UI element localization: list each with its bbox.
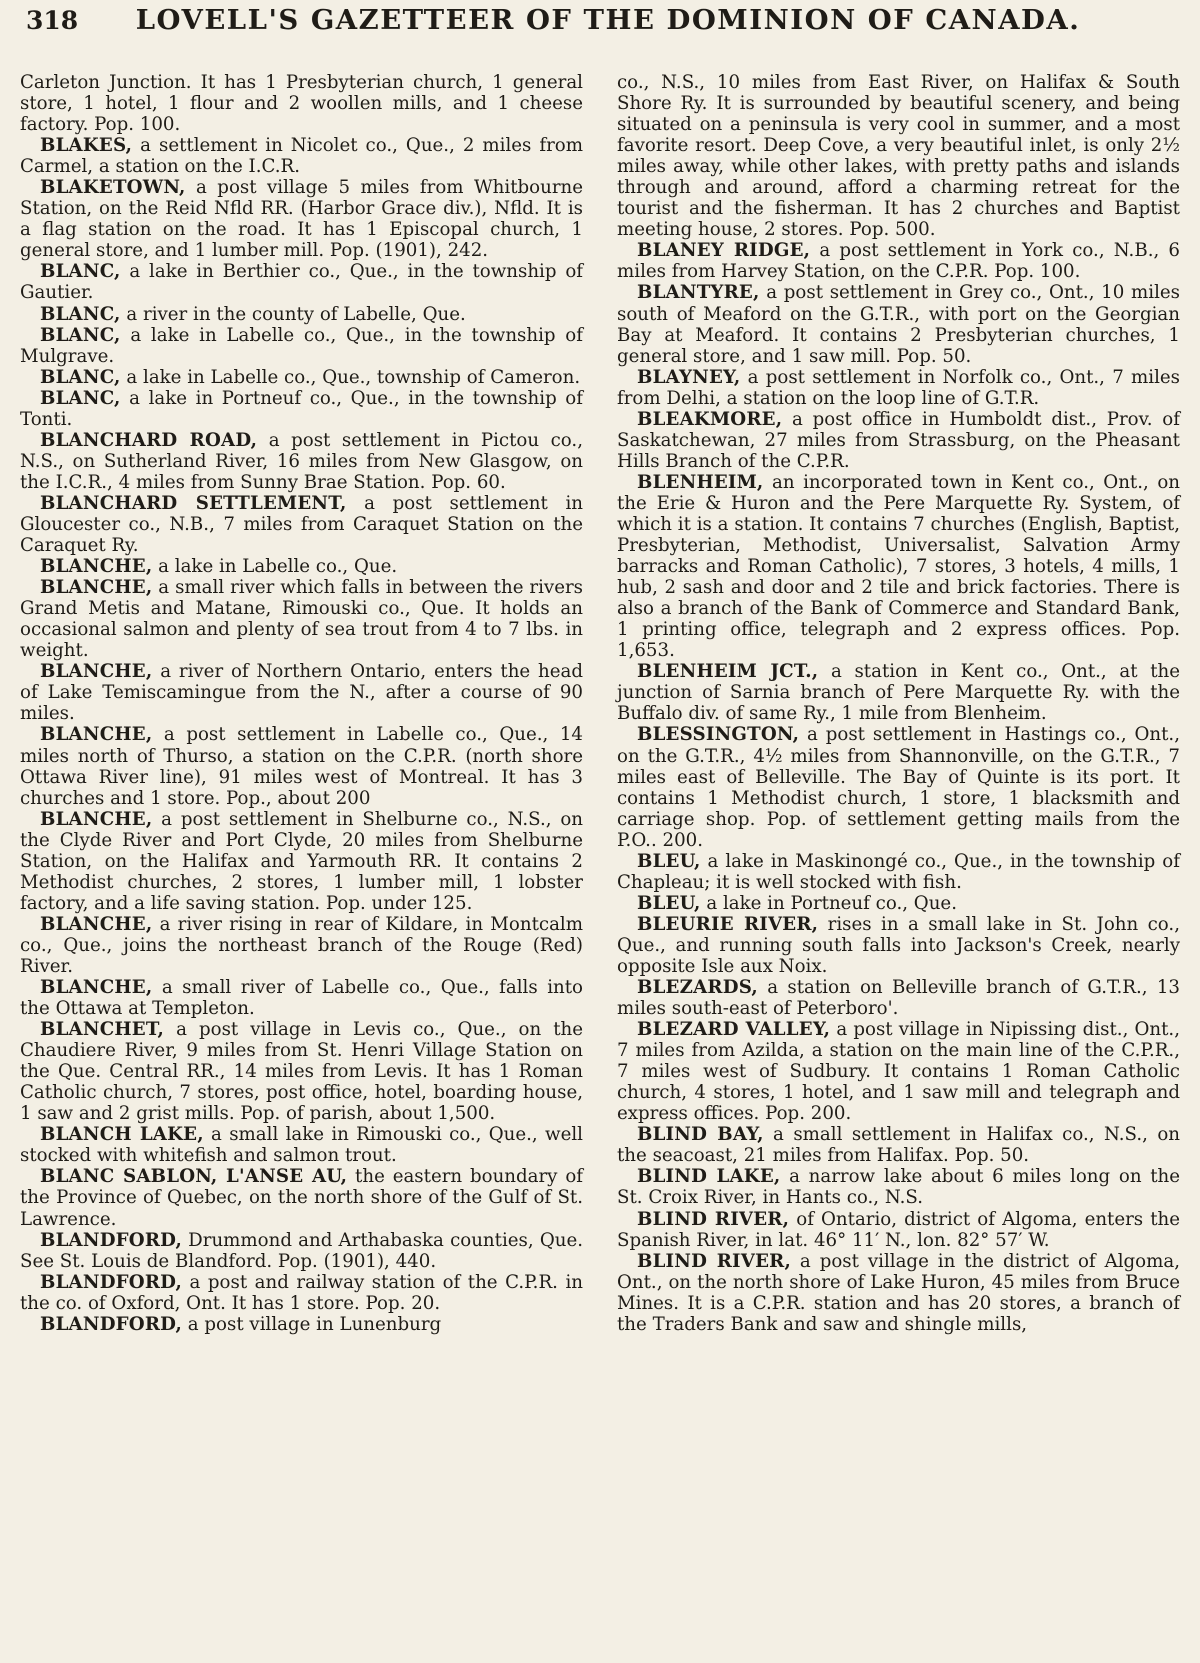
entry-heading: BLANEY RIDGE,	[637, 240, 811, 262]
entry-text: a narrow lake about 6 miles long on the St. Croix River, in Hants co., N.S.	[617, 1166, 1181, 1209]
entry-heading: BLANCHE,	[40, 661, 153, 683]
entry-heading: BLENHEIM,	[637, 471, 764, 493]
entry-heading: BLANCHE,	[40, 977, 153, 999]
entry-text: a post village in Nipissing dist., Ont., 7 miles from Azilda, a station on the main line of the C.P.R., 7 miles west of Sudbury. It contains 1 Roman Catholic church, 4 stores, 1 hotel, and 1 saw mill and telegraph and express offices. Pop. 200.	[617, 1019, 1180, 1125]
gazetteer-entry	[617, 914, 1180, 977]
gazetteer-entry	[20, 661, 583, 724]
gazetteer-entry	[617, 1209, 1180, 1251]
running-title: LOVELL'S GAZETTEER OF THE DOMINION OF CANADA.	[135, 4, 1081, 36]
gazetteer-entry	[20, 177, 583, 261]
gazetteer-entry	[617, 1124, 1180, 1166]
gazetteer-entry	[20, 1272, 583, 1314]
entry-heading: BLANCHE,	[40, 808, 153, 830]
entry-heading: BLANC,	[40, 387, 121, 409]
entry-text: a post village in Levis co., Que., on the Chaudiere River, 9 miles from St. Henri Village Station on the Que. Central RR., 14 miles from Levis. It has 1 Roman Catholic church, 7 stores, post office, hotel, boarding house, 1 saw and 2 grist mills. Pop. of parish, about 1,500.	[20, 1019, 583, 1125]
entry-text: a river of Northern Ontario, enters the head of Lake Temiscamingue from the N., after a course of 90 miles.	[20, 661, 583, 725]
gazetteer-entry	[617, 240, 1180, 282]
running-head	[20, 4, 1182, 56]
entry-text: a station in Kent co., Ont., at the junction of Sarnia branch of Pere Marquette Ry. with the Buffalo div. of same Ry., 1 mile from Blenheim.	[617, 661, 1180, 725]
entry-heading: BLANCHE,	[40, 913, 153, 935]
gazetteer-entry	[20, 577, 583, 661]
entry-heading: BLANDFORD,	[40, 1313, 182, 1335]
entry-heading: BLANC,	[40, 324, 121, 346]
entry-heading: BLESSINGTON,	[637, 724, 800, 746]
entry-text: rises in a small lake in St. John co., Que., and running south falls into Jackson's Creek, nearly opposite Isle aux Noix.	[617, 913, 1180, 977]
gazetteer-entry	[20, 914, 583, 977]
gazetteer-entry	[20, 135, 583, 177]
gazetteer-entry	[617, 1019, 1180, 1124]
gazetteer-entry	[20, 724, 583, 808]
gazetteer-entry	[20, 1314, 583, 1335]
entry-heading: BLANCHE,	[40, 724, 153, 746]
entry-heading: BLANCHARD SETTLEMENT,	[40, 492, 347, 514]
gazetteer-entry	[617, 1251, 1180, 1335]
entry-text: a lake in Labelle co., Que., in the township of Mulgrave.	[20, 324, 583, 367]
entry-text: of Ontario, district of Algoma, enters the Spanish River, in lat. 46° 11′ N., lon. 82° 57′ W.	[617, 1208, 1181, 1251]
gazetteer-entry	[617, 282, 1180, 366]
entry-heading: BLANCHET,	[40, 1019, 165, 1041]
gazetteer-entry	[20, 304, 583, 325]
entry-text: a post settlement in York co., N.B., 6 miles from Harvey Station, on the C.P.R. Pop. 100.	[617, 240, 1180, 283]
entry-text: a post settlement in Shelburne co., N.S., on the Clyde River and Port Clyde, 20 miles from Shelburne Station, on the Halifax and Yarmouth RR. It contains 2 Methodist churches, 2 stores, 1 lumber mill, 1 lobster factory, and a life saving station. Pop. under 125.	[20, 808, 583, 914]
entry-heading: BLENHEIM JCT.,	[637, 661, 819, 683]
gazetteer-entry	[20, 1230, 583, 1272]
gazetteer-entry	[20, 1166, 583, 1229]
gazetteer-entry	[617, 367, 1180, 409]
entry-text: a settlement in Nicolet co., Que., 2 miles from Carmel, a station on the I.C.R.	[20, 135, 583, 178]
entry-heading: BLANC SABLON, L'ANSE AU,	[40, 1166, 348, 1188]
entry-heading: BLANC,	[40, 366, 121, 388]
entry-text: a small settlement in Halifax co., N.S., on the seacoast, 21 miles from Halifax. Pop. 50.	[617, 1124, 1180, 1167]
gazetteer-entry	[20, 388, 583, 430]
entry-heading: BLEU,	[637, 850, 701, 872]
entry-text: a lake in Labelle co., Que., township of Cameron.	[120, 366, 581, 388]
entry-heading: BLANDFORD,	[40, 1229, 182, 1251]
gazetteer-entry	[20, 977, 583, 1019]
entry-heading: BLANC,	[40, 303, 121, 325]
gazetteer-entry	[20, 367, 583, 388]
entry-heading: BLAYNEY,	[637, 366, 741, 388]
entry-text: a post village 5 miles from Whitbourne Station, on the Reid Nfld RR. (Harbor Grace div.), Nfld. It is a flag station on the road. It has 1 Episcopal church, 1 general store, and 1 lumber mill. Pop. (1901), 242.	[20, 177, 583, 262]
entry-text: a post settlement in Hastings co., Ont., on the G.T.R., 4½ miles from Shannonville, on the G.T.R., 7 miles east of Belleville. The Bay of Quinte is its port. It contains 1 Methodist church, 1 store, 1 blacksmith and carriage shop. Pop. of settlement getting mails from the P.O.. 200.	[617, 724, 1180, 851]
gazetteer-entry	[617, 724, 1180, 850]
gazetteer-entry	[617, 1166, 1180, 1208]
entry-heading: BLAKES,	[40, 135, 133, 157]
entry-text: Drummond and Arthabaska counties, Que. See St. Louis de Blandford. Pop. (1901), 440.	[20, 1229, 583, 1272]
entry-heading: BLIND LAKE,	[637, 1166, 781, 1188]
entry-text: a post settlement in Gloucester co., N.B., 7 miles from Caraquet Station on the Caraquet Ry.	[20, 492, 583, 557]
gazetteer-entry	[20, 325, 583, 367]
entry-heading: BLEAKMORE,	[637, 408, 783, 430]
entry-text: a lake in Berthier co., Que., in the township of Gautier.	[20, 261, 583, 304]
entry-heading: BLIND BAY,	[637, 1124, 764, 1146]
gazetteer-entry	[617, 977, 1180, 1019]
entry-text: a post village in the district of Algoma, Ont., on the north shore of Lake Huron, 45 miles from Bruce Mines. It is a C.P.R. station and has 20 stores, a branch of the Traders Bank and saw and shingle mills,	[617, 1250, 1181, 1335]
entry-text: a small lake in Rimouski co., Que., well stocked with whitefish and salmon trout.	[20, 1124, 583, 1167]
entry-heading: BLEZARDS,	[637, 977, 758, 999]
entry-text: a post settlement in Norfolk co., Ont., 7 miles from Delhi, a station on the loop line of G.T.R.	[617, 366, 1180, 409]
gazetteer-entry	[20, 72, 583, 135]
entry-heading: BLANCHARD ROAD,	[40, 429, 258, 451]
entry-heading: BLEU,	[637, 892, 701, 914]
entry-text: a lake in Maskinongé co., Que., in the township of Chapleau; it is well stocked with fish.	[617, 850, 1180, 893]
entry-text: a post and railway station of the C.P.R. in the co. of Oxford, Ont. It has 1 store. Pop. 20.	[20, 1271, 583, 1314]
entry-text: a post office in Humboldt dist., Prov. of Saskatchewan, 27 miles from Strassburg, on the Pheasant Hills Branch of the C.P.R.	[617, 408, 1180, 472]
right-column	[617, 72, 1180, 1335]
gazetteer-entry	[617, 661, 1180, 724]
entry-heading: BLAKETOWN,	[40, 177, 186, 199]
text-columns	[20, 72, 1182, 1335]
entry-text: a post settlement in Labelle co., Que., 14 miles north of Thurso, a station on the C.P.R. (north shore Ottawa River line), 91 miles west of Montreal. It has 3 churches and 1 store. Pop., about 200	[20, 724, 583, 809]
entry-text: the eastern boundary of the Province of Quebec, on the north shore of the Gulf of St. Lawrence.	[20, 1166, 583, 1230]
gazetteer-entry	[20, 430, 583, 493]
entry-heading: BLANCHE,	[40, 577, 153, 599]
gazetteer-entry	[20, 1124, 583, 1166]
gazetteer-entry	[617, 409, 1180, 472]
entry-text: a station on Belleville branch of G.T.R., 13 miles south-east of Peterboro'.	[617, 977, 1180, 1020]
gazetteer-entry	[617, 72, 1180, 240]
entry-text: a post settlement in Grey co., Ont., 10 miles south of Meaford on the G.T.R., with port on the Georgian Bay at Meaford. It contains 2 Presbyterian churches, 1 general store, and 1 saw mill. Pop. 50.	[617, 282, 1180, 367]
entry-text: Carleton Junction. It has 1 Presbyterian church, 1 general store, 1 hotel, 1 flour and 2 woollen mills, and 1 cheese factory. Pop. 100.	[20, 72, 583, 136]
entry-text: a small river which falls in between the rivers Grand Metis and Matane, Rimouski co., Que. It holds an occasional salmon and plenty of sea trout from 4 to 7 lbs. in weight.	[20, 577, 583, 662]
entry-text: a river rising in rear of Kildare, in Montcalm co., Que., joins the northeast branch of the Rouge (Red) River.	[20, 913, 583, 977]
entry-text: a lake in Portneuf co., Que.	[700, 892, 957, 914]
gazetteer-entry	[617, 851, 1180, 893]
entry-heading: BLIND RIVER,	[637, 1250, 791, 1272]
left-column	[20, 72, 583, 1335]
gazetteer-entry	[20, 1019, 583, 1124]
gazetteer-entry	[20, 493, 583, 556]
entry-text: a river in the county of Labelle, Que.	[120, 303, 466, 325]
entry-text: a small river of Labelle co., Que., falls into the Ottawa at Templeton.	[20, 977, 583, 1020]
entry-heading: BLIND RIVER,	[637, 1208, 790, 1230]
entry-text: co., N.S., 10 miles from East River, on Halifax & South Shore Ry. It is surrounded by beautiful scenery, and being situated on a peninsula is very cool in summer, and a most favorite resort. Deep Cove, a very beautiful inlet, is only 2½ miles away, while other lakes, with pretty paths and islands through and around, afford a charming retreat for the tourist and the fisherman. It has 2 churches and Baptist meeting house, 2 stores. Pop. 500.	[617, 72, 1180, 241]
entry-heading: BLEURIE RIVER,	[637, 913, 819, 935]
gazetteer-entry	[617, 893, 1180, 914]
gazetteer-entry	[20, 261, 583, 303]
entry-text: a lake in Portneuf co., Que., in the township of Tonti.	[20, 387, 583, 430]
entry-heading: BLANDFORD,	[40, 1271, 182, 1293]
entry-text: an incorporated town in Kent co., Ont., on the Erie & Huron and the Pere Marquette Ry. System, of which it is a station. It contains 7 churches (English, Baptist, Presbyterian, Methodist, Universalist, Salvation Army barracks and Roman Catholic), 7 stores, 3 hotels, 4 mills, 1 hub, 2 sash and door and 2 tile and brick factories. There is also a branch of the Bank of Commerce and Standard Bank, 1 printing office, telegraph and 2 express offices. Pop. 1,653.	[617, 471, 1180, 662]
entry-text: a post village in Lunenburg	[182, 1313, 442, 1335]
gazetteer-entry	[20, 556, 583, 577]
entry-text: a lake in Labelle co., Que.	[152, 556, 398, 578]
entry-heading: BLANTYRE,	[637, 282, 760, 304]
entry-heading: BLEZARD VALLEY,	[637, 1019, 831, 1041]
entry-heading: BLANC,	[40, 261, 121, 283]
entry-heading: BLANCHE,	[40, 556, 153, 578]
entry-heading: BLANCH LAKE,	[40, 1124, 204, 1146]
entry-text: a post settlement in Pictou co., N.S., on Sutherland River, 16 miles from New Glasgow, on the I.C.R., 4 miles from Sunny Brae Station. Pop. 60.	[20, 429, 583, 493]
gazetteer-entry	[20, 809, 583, 914]
page-number: 318	[26, 6, 79, 35]
gazetteer-entry	[617, 472, 1180, 661]
